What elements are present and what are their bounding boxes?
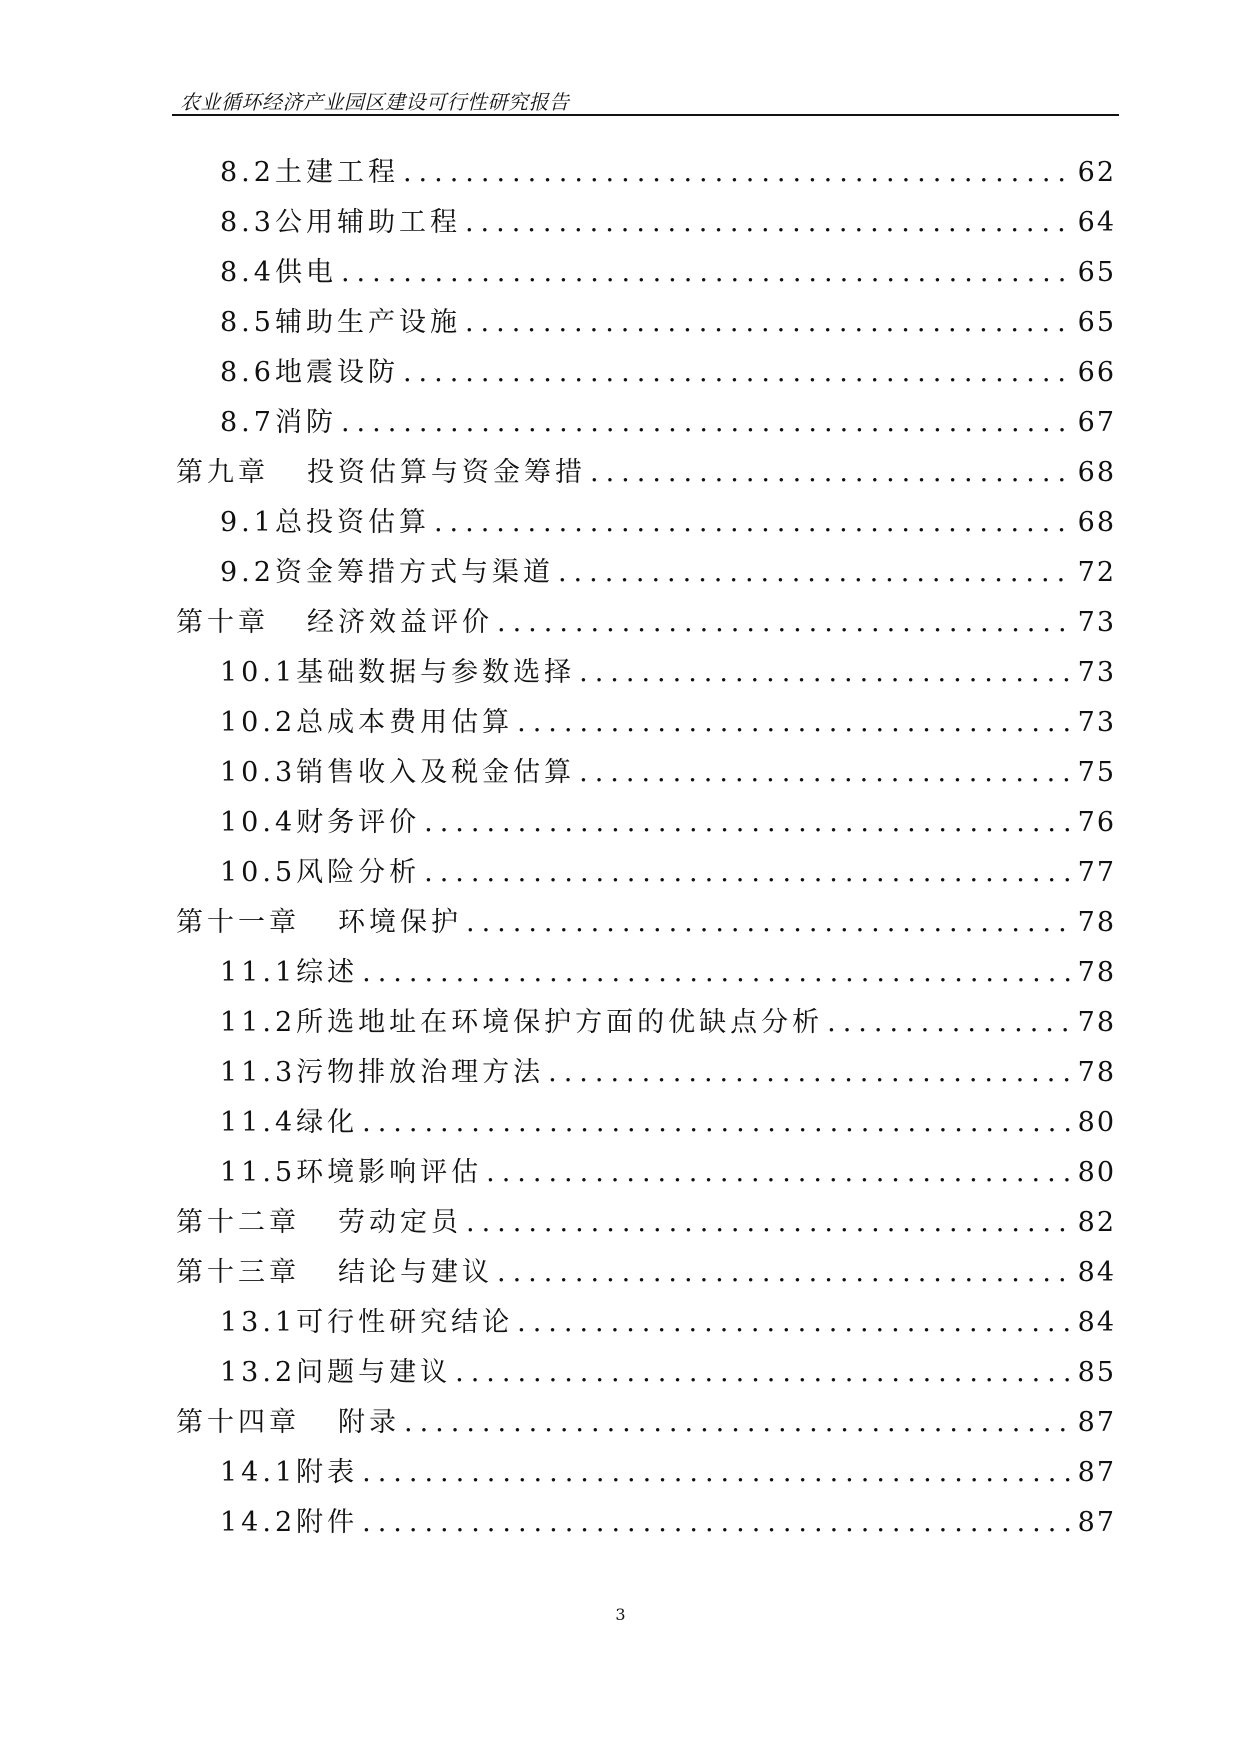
toc-entry-label [220, 800, 420, 839]
toc-entry-page: 80 [1077, 1157, 1116, 1188]
toc-entry-title: 风险分析 [296, 857, 421, 888]
toc-entry-page: 68 [1077, 457, 1116, 488]
toc-entry-title: 所选地址在环境保护方面的优缺点分析 [296, 1007, 824, 1038]
toc-entry-label [176, 900, 462, 939]
toc-entry-label [220, 250, 337, 289]
toc-dot-leader [497, 1257, 1074, 1288]
toc-entry-label [220, 400, 337, 439]
toc-dot-leader [517, 707, 1074, 738]
toc-section-entry[interactable] [176, 1350, 1116, 1400]
toc-entry-number: 13.2 [220, 1357, 297, 1388]
toc-entry-label [220, 150, 399, 189]
toc-entry-number: 8.3 [220, 207, 275, 238]
toc-entry-number: 14.2 [220, 1507, 297, 1538]
toc-entry-page: 68 [1077, 507, 1116, 538]
toc-entry-label [176, 1250, 493, 1289]
toc-entry-label [220, 1450, 358, 1489]
toc-entry-label [220, 650, 575, 689]
toc-section-entry[interactable] [176, 1050, 1116, 1100]
toc-entry-title: 环境影响评估 [296, 1157, 483, 1188]
toc-entry-title: 综述 [296, 957, 359, 988]
toc-entry-label [220, 200, 461, 239]
toc-entry-label [220, 550, 554, 589]
toc-entry-number: 11.3 [220, 1057, 297, 1088]
toc-entry-number: 10.5 [220, 857, 297, 888]
toc-dot-leader [517, 1307, 1074, 1338]
toc-entry-label [176, 1200, 462, 1239]
toc-entry-label [220, 1350, 451, 1389]
toc-entry-title: 结论与建议 [338, 1257, 493, 1288]
toc-entry-number: 9.1 [220, 507, 275, 538]
toc-entry-label [220, 300, 461, 339]
toc-dot-leader [466, 907, 1074, 938]
toc-entry-page: 84 [1077, 1257, 1116, 1288]
toc-entry-number: 第九章 [176, 457, 269, 488]
toc-entry-title: 绿化 [296, 1107, 359, 1138]
toc-entry-page: 75 [1077, 757, 1116, 788]
toc-section-entry[interactable] [176, 950, 1116, 1000]
header-rule [172, 114, 1119, 116]
toc-dot-leader [558, 557, 1074, 588]
toc-chapter-entry[interactable] [176, 1400, 1116, 1450]
toc-dot-leader [341, 407, 1074, 438]
toc-section-entry[interactable] [176, 1500, 1116, 1550]
toc-dot-leader [465, 307, 1074, 338]
toc-dot-leader [404, 1407, 1074, 1438]
toc-entry-number: 8.7 [220, 407, 275, 438]
toc-entry-number: 10.1 [220, 657, 297, 688]
page-number: 3 [615, 1605, 626, 1624]
toc-section-entry[interactable] [176, 1100, 1116, 1150]
toc-entry-number: 13.1 [220, 1307, 297, 1338]
toc-entry-label [220, 1150, 482, 1189]
toc-entry-title: 问题与建议 [296, 1357, 452, 1388]
toc-entry-label [220, 700, 513, 739]
toc-dot-leader [455, 1357, 1074, 1388]
toc-chapter-entry[interactable] [176, 1250, 1116, 1300]
toc-entry-page: 64 [1077, 207, 1116, 238]
toc-entry-number: 8.5 [220, 307, 275, 338]
toc-entry-title: 附表 [296, 1457, 359, 1488]
toc-entry-label [220, 950, 358, 989]
toc-section-entry[interactable] [176, 750, 1116, 800]
toc-entry-number: 14.1 [220, 1457, 297, 1488]
toc-entry-page: 78 [1077, 907, 1116, 938]
toc-entry-number: 第十章 [176, 607, 269, 638]
toc-entry-page: 78 [1077, 957, 1116, 988]
toc-dot-leader [497, 607, 1074, 638]
toc-entry-number: 9.2 [220, 557, 275, 588]
toc-entry-number: 第十一章 [176, 907, 300, 938]
toc-section-entry[interactable] [176, 350, 1116, 400]
toc-dot-leader [362, 1107, 1074, 1138]
toc-section-entry[interactable] [176, 550, 1116, 600]
toc-entry-number: 10.3 [220, 757, 297, 788]
toc-dot-leader [424, 807, 1074, 838]
toc-entry-title: 可行性研究结论 [296, 1307, 514, 1338]
toc-entry-number: 第十四章 [176, 1407, 300, 1438]
toc-entry-title: 公用辅助工程 [274, 207, 461, 238]
toc-entry-label [220, 850, 420, 889]
toc-entry-label [220, 1300, 513, 1339]
toc-dot-leader [403, 357, 1074, 388]
toc-entry-page: 84 [1077, 1307, 1116, 1338]
toc-dot-leader [465, 207, 1074, 238]
toc-section-entry[interactable] [176, 1450, 1116, 1500]
toc-section-entry[interactable] [176, 1300, 1116, 1350]
toc-entry-page: 87 [1077, 1507, 1116, 1538]
toc-section-entry[interactable] [176, 650, 1116, 700]
toc-chapter-entry[interactable] [176, 600, 1116, 650]
toc-entry-page: 73 [1077, 707, 1116, 738]
toc-entry-label [220, 1050, 544, 1089]
toc-entry-page: 78 [1077, 1057, 1116, 1088]
toc-chapter-entry[interactable] [176, 900, 1116, 950]
toc-entry-number: 第十二章 [176, 1207, 300, 1238]
toc-dot-leader [466, 1207, 1074, 1238]
toc-entry-title: 污物排放治理方法 [296, 1057, 545, 1088]
toc-section-entry[interactable] [176, 250, 1116, 300]
toc-dot-leader [403, 157, 1074, 188]
toc-entry-label [176, 1400, 400, 1439]
toc-entry-number: 8.2 [220, 157, 275, 188]
toc-entry-page: 72 [1077, 557, 1116, 588]
toc-entry-page: 87 [1077, 1407, 1116, 1438]
toc-dot-leader [579, 757, 1074, 788]
running-header [172, 84, 1119, 112]
toc-entry-label [220, 1500, 358, 1539]
toc-entry-label [220, 1100, 358, 1139]
toc-entry-label [220, 500, 430, 539]
toc-entry-page: 73 [1077, 657, 1116, 688]
toc-entry-number: 11.4 [220, 1107, 297, 1138]
toc-dot-leader [486, 1157, 1074, 1188]
toc-entry-page: 80 [1077, 1107, 1116, 1138]
toc-entry-number: 11.5 [220, 1157, 297, 1188]
toc-entry-number: 10.2 [220, 707, 297, 738]
toc-entry-page: 62 [1077, 157, 1116, 188]
toc-entry-number: 8.4 [220, 257, 275, 288]
toc-entry-title: 土建工程 [274, 157, 399, 188]
toc-entry-title: 供电 [274, 257, 337, 288]
toc-section-entry[interactable] [176, 800, 1116, 850]
toc-dot-leader [341, 257, 1074, 288]
toc-entry-title: 消防 [274, 407, 337, 438]
toc-entry-title: 附录 [338, 1407, 400, 1438]
toc-entry-title: 劳动定员 [338, 1207, 462, 1238]
toc-entry-title: 附件 [296, 1507, 359, 1538]
toc-entry-title: 财务评价 [296, 807, 421, 838]
toc-dot-leader [424, 857, 1074, 888]
toc-entry-page: 65 [1077, 307, 1116, 338]
toc-section-entry[interactable] [176, 1000, 1116, 1050]
table-of-contents [176, 150, 1116, 1550]
toc-dot-leader [434, 507, 1074, 538]
toc-entry-label [220, 750, 575, 789]
toc-entry-title: 资金筹措方式与渠道 [274, 557, 554, 588]
toc-section-entry[interactable] [176, 500, 1116, 550]
toc-dot-leader [362, 1457, 1074, 1488]
toc-entry-page: 85 [1077, 1357, 1116, 1388]
toc-entry-page: 77 [1077, 857, 1116, 888]
toc-entry-label [176, 450, 586, 489]
toc-entry-number: 第十三章 [176, 1257, 300, 1288]
toc-dot-leader [579, 657, 1074, 688]
toc-entry-page: 82 [1077, 1207, 1116, 1238]
toc-entry-title: 地震设防 [274, 357, 399, 388]
toc-entry-label [220, 350, 399, 389]
header-title: 农业循环经济产业园区建设可行性研究报告 [180, 90, 570, 114]
toc-entry-page: 76 [1077, 807, 1116, 838]
toc-entry-title: 辅助生产设施 [274, 307, 461, 338]
toc-entry-title: 销售收入及税金估算 [296, 757, 576, 788]
toc-section-entry[interactable] [176, 200, 1116, 250]
toc-entry-number: 11.1 [220, 957, 297, 988]
toc-entry-page: 66 [1077, 357, 1116, 388]
toc-dot-leader [827, 1007, 1074, 1038]
toc-entry-title: 投资估算与资金筹措 [307, 457, 586, 488]
toc-entry-label [220, 1000, 823, 1039]
toc-entry-number: 8.6 [220, 357, 275, 388]
toc-entry-page: 87 [1077, 1457, 1116, 1488]
toc-entry-title: 总投资估算 [274, 507, 430, 538]
toc-dot-leader [362, 957, 1074, 988]
toc-section-entry[interactable] [176, 300, 1116, 350]
toc-entry-title: 总成本费用估算 [296, 707, 514, 738]
toc-dot-leader [362, 1507, 1074, 1538]
toc-entry-page: 67 [1077, 407, 1116, 438]
toc-chapter-entry[interactable] [176, 450, 1116, 500]
toc-entry-number: 11.2 [220, 1007, 297, 1038]
toc-chapter-entry[interactable] [176, 1200, 1116, 1250]
toc-entry-title: 基础数据与参数选择 [296, 657, 576, 688]
toc-entry-page: 78 [1077, 1007, 1116, 1038]
toc-entry-title: 环境保护 [338, 907, 462, 938]
toc-entry-title: 经济效益评价 [307, 607, 493, 638]
toc-entry-label [176, 600, 493, 639]
toc-entry-number: 10.4 [220, 807, 297, 838]
toc-dot-leader [548, 1057, 1074, 1088]
toc-section-entry[interactable] [176, 700, 1116, 750]
toc-entry-page: 73 [1077, 607, 1116, 638]
toc-section-entry[interactable] [176, 150, 1116, 200]
toc-section-entry[interactable] [176, 850, 1116, 900]
toc-section-entry[interactable] [176, 1150, 1116, 1200]
toc-dot-leader [590, 457, 1074, 488]
toc-section-entry[interactable] [176, 400, 1116, 450]
toc-entry-page: 65 [1077, 257, 1116, 288]
